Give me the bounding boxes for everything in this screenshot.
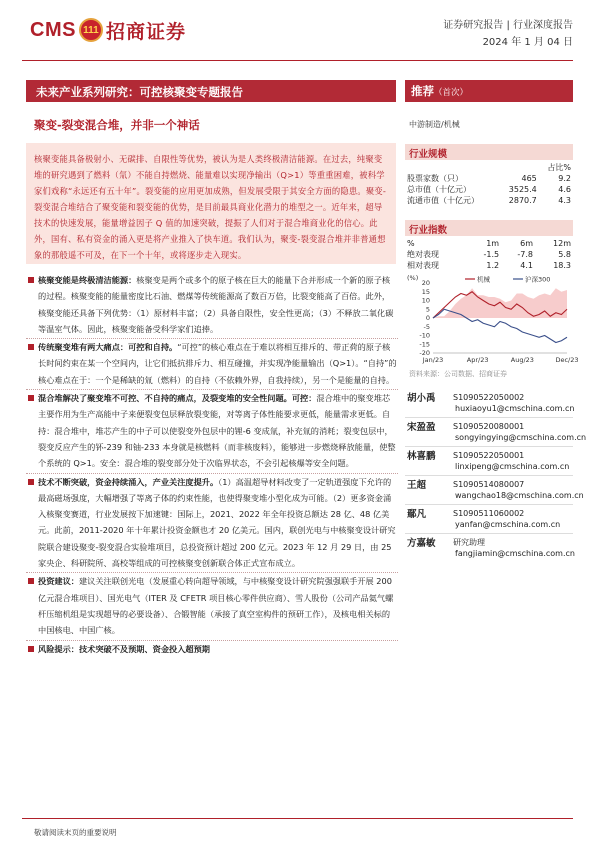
rating-sub: （首次） bbox=[434, 88, 469, 98]
bullet-square-icon bbox=[28, 646, 34, 652]
analyst-list bbox=[405, 391, 587, 560]
header-divider bbox=[22, 60, 573, 61]
y-tick-label: 0 bbox=[425, 314, 430, 322]
x-tick-label: Aug/23 bbox=[510, 356, 534, 364]
bullet-text: 混合堆中的聚变堆芯主要作用为生产高能中子来便裂变包层释放裂变能，对等离子体性能要求更低，能量需求更低。自持：混合堆中，堆芯产生的中子可以使裂变外包层中的锂-6 变成氚，补充氚的消耗；裂变包层中，裂变反应产生的钚-239 和铀-233 本身就是核燃料（而非核废料），能够进一步燃烧释放能量，使整个系统的 Q>1。安全：混合堆的裂变部分处于次临界状态，不会引起核爆等安全问题。 bbox=[38, 393, 396, 469]
table-row bbox=[405, 162, 573, 173]
logo-cn-text: 招商证券 bbox=[105, 20, 186, 43]
table-row bbox=[405, 195, 573, 206]
index-value: -7.8 bbox=[517, 250, 533, 259]
analyst-id: S1090520080001 bbox=[453, 421, 525, 431]
scale-value: 2870.7 bbox=[508, 196, 537, 205]
x-tick-label: Jan/23 bbox=[422, 356, 444, 364]
bullet-item bbox=[26, 641, 398, 658]
analyst-row bbox=[405, 478, 573, 490]
index-value: 18.3 bbox=[553, 261, 571, 270]
analyst-id: S1090522050002 bbox=[453, 392, 525, 402]
index-header: % bbox=[407, 239, 415, 248]
bullet-text: 建议关注联创光电（发展重心转向超导领域，与中核聚变设计研究院强强联手开展 200 亿元混合堆项目）、国光电气（ITER 及 CFETR 项目核心零件供应商）、雪人股份（公司产品氦气螺杆压缩机组是实现超导的必要设备）、合锻智能（承接了真空室构件的预研工作），及核电相关标的中国核电、中国广核。 bbox=[38, 576, 394, 636]
bullet-list bbox=[26, 272, 398, 658]
y-tick-label: -5 bbox=[423, 322, 430, 331]
index-value: 5.8 bbox=[558, 250, 571, 259]
scale-pct: 4.3 bbox=[558, 196, 571, 205]
y-tick-label: 10 bbox=[421, 296, 430, 305]
bullet-item bbox=[26, 272, 398, 339]
analyst-name: 胡小禹 bbox=[407, 393, 436, 404]
bullet-square-icon bbox=[28, 479, 34, 485]
legend-label: 沪深300 bbox=[525, 275, 551, 284]
analyst-divider bbox=[405, 504, 573, 505]
table-row bbox=[405, 238, 573, 249]
analyst-email[interactable]: huxiaoyu1@cmschina.com.cn bbox=[455, 404, 575, 413]
index-value: -1.5 bbox=[483, 250, 500, 259]
analyst-item bbox=[405, 420, 587, 447]
footer-note: 敬请阅读末页的重要说明 bbox=[34, 828, 117, 837]
bullet-head: 传统聚变堆有两大痛点：可控和自持。 bbox=[38, 342, 178, 353]
table-row bbox=[405, 249, 573, 260]
analyst-row bbox=[405, 391, 573, 403]
analyst-name: 林喜鹏 bbox=[407, 451, 436, 462]
bullet-square-icon bbox=[28, 578, 34, 584]
report-date: 2024 年 1 月 04 日 bbox=[482, 37, 573, 48]
scale-label: 流通市值（十亿元） bbox=[407, 196, 479, 205]
header-meta bbox=[443, 17, 573, 51]
index-table bbox=[405, 238, 573, 271]
index-header: 6m bbox=[520, 239, 533, 248]
index-chart-svg bbox=[405, 274, 579, 367]
rating-label: 推荐 bbox=[411, 84, 434, 98]
index-header: 12m bbox=[553, 239, 571, 248]
bullet-head: 风险提示：技术突破不及预期、资金投入超预期 bbox=[38, 643, 210, 654]
analyst-name: 鄢凡 bbox=[407, 509, 427, 520]
footer-divider bbox=[22, 818, 573, 819]
x-tick-label: Apr/23 bbox=[466, 356, 489, 364]
analyst-email[interactable]: wangchao18@cmschina.com.cn bbox=[455, 491, 584, 500]
analyst-row bbox=[405, 449, 573, 461]
analyst-row bbox=[405, 420, 573, 432]
analyst-email[interactable]: fangjiamin@cmschina.com.cn bbox=[455, 549, 575, 558]
logo-badge-icon: 111 bbox=[79, 18, 103, 42]
bullet-square-icon bbox=[28, 395, 34, 401]
analyst-item bbox=[405, 507, 573, 534]
analyst-divider bbox=[405, 417, 573, 418]
scale-value: 465 bbox=[521, 174, 537, 183]
scale-table bbox=[405, 162, 573, 206]
scale-label: 总市值（十亿元） bbox=[407, 185, 471, 194]
analyst-item bbox=[405, 449, 573, 476]
y-tick-label: -15 bbox=[419, 340, 430, 349]
analyst-item bbox=[405, 478, 584, 505]
analyst-item bbox=[405, 391, 573, 418]
bullet-head: 混合堆解决了聚变堆不可控、不自持的痛点，及裂变堆的安全性问题。可控： bbox=[38, 393, 317, 404]
bullet-head: 技术不断突破，资金持续涌入，产业关注度提升。 bbox=[38, 476, 219, 487]
sidebar bbox=[405, 80, 587, 562]
legend-label: 机械 bbox=[477, 275, 490, 284]
chart-source: 资料来源：公司数据、招商证券 bbox=[409, 370, 507, 378]
bullet-square-icon bbox=[28, 277, 34, 283]
index-label: 绝对表现 bbox=[407, 250, 439, 259]
table-row bbox=[405, 260, 573, 271]
index-value: 1.2 bbox=[486, 261, 500, 270]
y-tick-label: 20 bbox=[421, 279, 430, 287]
analyst-email[interactable]: linxipeng@cmschina.com.cn bbox=[455, 462, 570, 471]
index-chart bbox=[405, 274, 579, 367]
bullet-head: 投资建议： bbox=[38, 576, 79, 587]
y-tick-label: 15 bbox=[421, 287, 430, 296]
bullet-text: 核聚变是两个或多个的原子核在巨大的能量下合并形成一个新的原子核的过程。核聚变能的能量密度比石油、燃煤等传统能源高了数百万倍，比裂变能高了百倍。此外，核聚变能还具备下列优势：（1）原材料丰富；（2）具备自限性，安全性更高；（3）不释放二氧化碳等温室气体。因此，核聚变能备受科学家们追捧。 bbox=[38, 275, 394, 334]
bullet-head: 核聚变能是终极清洁能源： bbox=[38, 275, 137, 285]
table-row bbox=[405, 184, 573, 195]
scale-pct: 9.2 bbox=[558, 174, 571, 183]
table-row bbox=[405, 173, 573, 184]
analyst-divider bbox=[405, 475, 573, 476]
y-tick-label: -20 bbox=[419, 349, 430, 357]
bullet-text: “可控”的核心难点在于难以将相互排斥的、带正荷的原子核长时间约束在某一个空间内，让它们抵抗排斥力、相互碰撞，并实现净能量输出（Q>1）。“自持”的核心难点在于：一个是稀缺的氚（燃料）的自持（不依赖外界，自我持续），另一个是能量的自持。 bbox=[38, 342, 397, 385]
analyst-name: 王超 bbox=[407, 480, 427, 491]
bullet-item bbox=[26, 474, 398, 574]
analyst-name: 宋盈盈 bbox=[407, 422, 436, 433]
report-title: 未来产业系列研究：可控核聚变专题报告 bbox=[26, 80, 396, 102]
analyst-divider bbox=[405, 533, 573, 534]
rating-bar bbox=[405, 80, 573, 102]
logo-cms-text: CMS bbox=[30, 18, 76, 41]
analyst-email[interactable]: yanfan@cmschina.com.cn bbox=[455, 520, 561, 529]
abstract-box: 核聚变能具备极射小、无碳排、自限性等优势，被认为是人类终极清洁能源。在过去，纯聚变堆的研究遇到了燃料（氚）不能自持燃烧、能量难以实现净输出（Q>1）等重重困难，被科学家们戏称“永远还有五十年”。裂变能的应用更加成熟，但发展受限于其安全方面的隐患。聚变-裂变混合堆结合了聚变能和裂变能的优势，是目前最具商业化潜力的堆型之一。近年来，超导技术的快速发展，能量增益因子 Q 值的加速突破，提振了人们对于混合堆商业化的信心。此外，国有、私有资金的涌入更是将产业推入了快车道。我们认为，聚变-裂变混合堆并非普通想象的那般遥不可及，在下一个十年，或将逐步走入现实。 bbox=[26, 143, 396, 264]
scale-value: 3525.4 bbox=[508, 185, 537, 194]
analyst-id: S1090514080007 bbox=[453, 479, 525, 489]
analyst-row bbox=[405, 536, 573, 548]
index-value: 4.1 bbox=[520, 261, 533, 270]
analyst-id: S1090522050001 bbox=[453, 450, 525, 460]
analyst-row bbox=[405, 507, 573, 519]
analyst-id: S1090511060002 bbox=[453, 508, 525, 518]
scale-header: 占比% bbox=[547, 163, 571, 172]
chart-ylabel: (%) bbox=[407, 274, 419, 282]
index-section-title: 行业指数 bbox=[405, 220, 573, 236]
bullet-item bbox=[26, 339, 398, 390]
analyst-divider bbox=[405, 446, 573, 447]
scale-pct: 4.6 bbox=[558, 185, 571, 194]
analyst-item bbox=[405, 536, 573, 560]
bullet-text: （1）高温超导材料改变了一定轨道强度下允许的最高磁场强度，大幅增强了等离子体的约束性能，也使得聚变堆小型化成为可能。（2）更多资金涌入核聚变赛道，行业发展按下加速键：国际上，2021、2022 年全年投资总额达 28 亿、48 亿美元。此前，2011-2020 年十年累计投资金额也才 20 亿美元。国内，联创光电与中核聚变设计研究院联合建设聚变-裂变混合实验堆项目，总投资预计超过 200 亿元。2023 年 12 月 29 日，由 25 家央企、科研院所、高校等组成的可控核聚变创新联合体正式宣布成立。 bbox=[38, 476, 396, 569]
bullet-square-icon bbox=[28, 344, 34, 350]
y-tick-label: 5 bbox=[425, 305, 430, 314]
report-type: 证券研究报告 | 行业深度报告 bbox=[443, 20, 573, 31]
industry-label: 中游制造/机械 bbox=[409, 120, 460, 129]
cms-logo bbox=[30, 17, 186, 43]
scale-section-title: 行业规模 bbox=[405, 144, 573, 160]
x-tick-label: Dec/23 bbox=[555, 356, 579, 364]
report-subtitle: 聚变-裂变混合堆，并非一个神话 bbox=[34, 118, 200, 132]
y-tick-label: -10 bbox=[419, 331, 430, 340]
index-header: 1m bbox=[486, 239, 500, 248]
bullet-item bbox=[26, 390, 398, 473]
scale-label: 股票家数（只） bbox=[407, 174, 463, 183]
analyst-id: 研究助理 bbox=[453, 537, 485, 547]
analyst-name: 方嘉敏 bbox=[407, 538, 436, 549]
index-label: 相对表现 bbox=[407, 261, 439, 270]
bullet-item bbox=[26, 573, 398, 640]
analyst-email[interactable]: songyingying@cmschina.com.cn bbox=[455, 433, 587, 442]
